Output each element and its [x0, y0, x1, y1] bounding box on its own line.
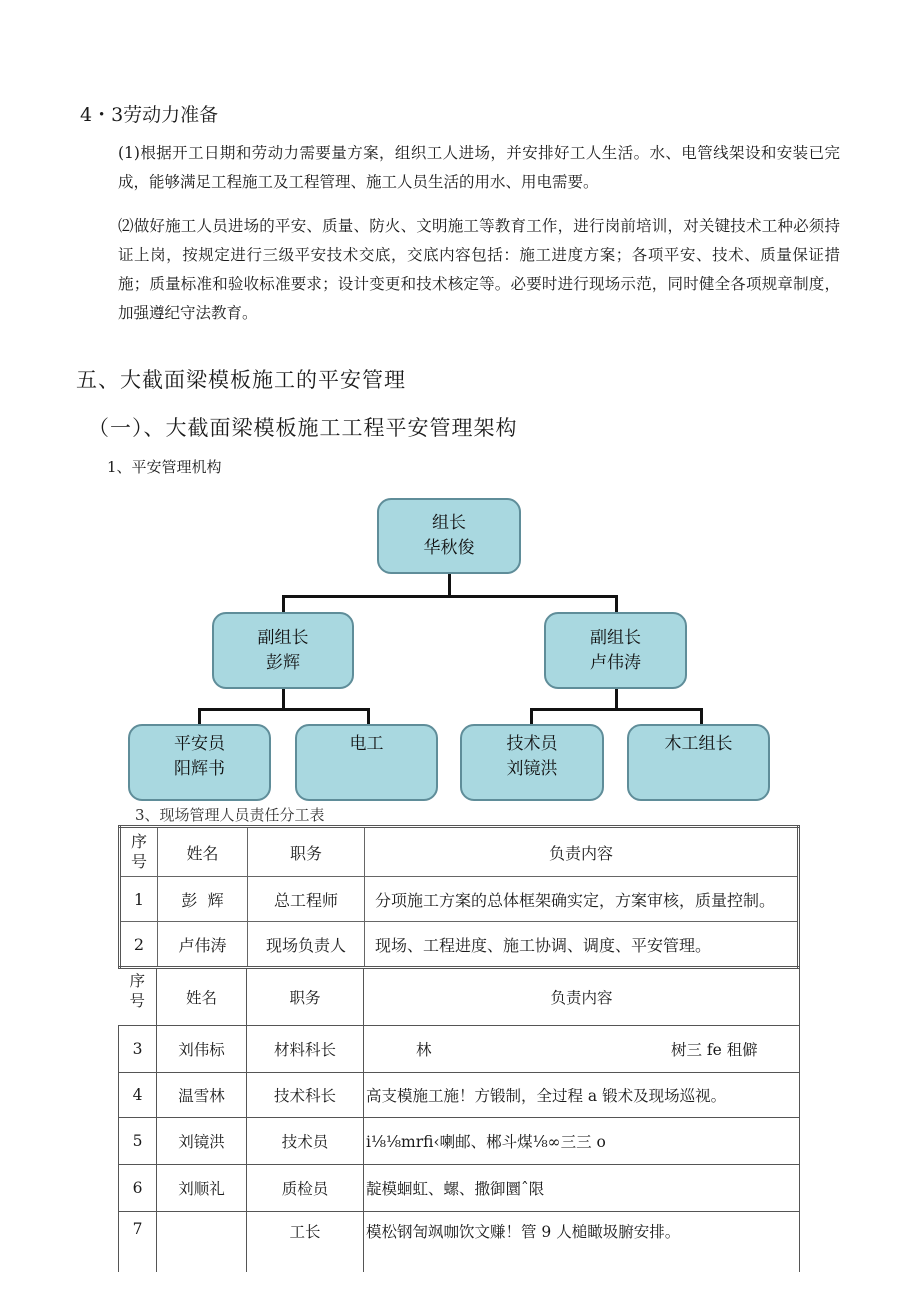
cell-title: 现场负责人	[248, 922, 365, 968]
org-box-leader	[377, 498, 521, 574]
connector-root-down	[448, 573, 451, 597]
table-row	[119, 1073, 800, 1118]
org-box-electrician	[295, 724, 438, 801]
cell-title: 材料科长	[247, 1026, 364, 1073]
connector-left-down	[282, 688, 285, 710]
org-role: 木工组长	[664, 734, 733, 754]
table-row	[120, 922, 799, 968]
org-role: 电工	[349, 734, 384, 754]
section-heading-4-3: 4・3劳动力准备	[80, 104, 219, 126]
cell-duty: 高支模施工施！方锻制，全过程 a 锻术及现场巡视。	[364, 1073, 800, 1118]
sub-heading-1: （一）、大截面梁模板施工工程平安管理架构	[88, 416, 518, 440]
connector-right-drop	[615, 595, 618, 613]
table-header-row	[119, 969, 800, 1026]
cell-title: 质检员	[247, 1165, 364, 1212]
org-person: 华秋俊	[423, 538, 475, 558]
header-index: 序 号	[119, 969, 157, 1026]
org-person: 刘镜洪	[506, 759, 558, 779]
header-duty: 负责内容	[365, 827, 799, 877]
table-row	[120, 877, 799, 922]
org-role: 技术员	[506, 734, 558, 754]
cell-name: 温雪林	[157, 1073, 247, 1118]
cell-index: 1	[120, 877, 158, 922]
connector-left-drop	[282, 595, 285, 613]
org-person: 彭辉	[266, 652, 300, 673]
cell-index: 6	[119, 1165, 157, 1212]
connector-leaf4-drop	[700, 708, 703, 725]
cell-name: 卢伟涛	[158, 922, 248, 968]
org-box-technician	[460, 724, 604, 801]
cell-index: 4	[119, 1073, 157, 1118]
cell-duty	[364, 1026, 800, 1073]
cell-title: 工长	[247, 1212, 364, 1273]
org-box-deputy-right	[544, 612, 687, 689]
connector-leaf2-drop	[367, 708, 370, 725]
cell-duty: 模松钢訇飒咖饮文赚！管 9 人槌瞰圾腑安排。	[364, 1212, 800, 1273]
paragraph-2: ⑵做好施工人员进场的平安、质量、防火、文明施工等教育工作，进行岗前培训，对关键技术工种必须持证上岗，按规定进行三级平安技术交底，交底内容包括：施工进度方案；各项平安、技术、质量保证措施；质量标准和验收标准要求；设计变更和技术核定等。必要时进行现场示范，同时健全各项规章制度，加强遵纪守法教育。	[118, 217, 840, 322]
table-row	[119, 1026, 800, 1073]
cell-duty: 现场、工程进度、施工协调、调度、平安管理。	[365, 922, 799, 968]
header-duty: 负责内容	[364, 969, 800, 1026]
org-role: 副组长	[590, 627, 641, 648]
cell-duty: i⅛⅛mrfi‹喇邮、郴斗煤⅛∞三三 o	[364, 1118, 800, 1165]
cell-title: 技术科长	[247, 1073, 364, 1118]
connector-right-down	[615, 688, 618, 710]
cell-title: 总工程师	[248, 877, 365, 922]
sub-sub-heading-1: 1、平安管理机构	[107, 458, 222, 476]
cell-index: 5	[119, 1118, 157, 1165]
header-name: 姓名	[157, 969, 247, 1026]
cell-duty: 分项施工方案的总体框架确实定，方案审核，质量控制。	[365, 877, 799, 922]
table-header-row	[120, 827, 799, 877]
cell-index: 3	[119, 1026, 157, 1073]
responsibility-table-2	[118, 969, 800, 1272]
table-caption: 3、现场管理人员责任分工表	[135, 806, 325, 824]
cell-name: 刘镜洪	[157, 1118, 247, 1165]
cell-name: 刘伟标	[157, 1026, 247, 1073]
header-index: 序 号	[120, 827, 158, 877]
org-person: 阳辉书	[174, 759, 225, 779]
table-row	[119, 1212, 800, 1273]
cell-name	[157, 1212, 247, 1273]
cell-title: 技术员	[247, 1118, 364, 1165]
connector-leaf1-drop	[198, 708, 201, 725]
header-title: 职务	[247, 969, 364, 1026]
org-role: 组长	[432, 513, 466, 533]
org-box-deputy-left	[212, 612, 354, 689]
paragraph-1: (1)根据开工日期和劳动力需要量方案，组织工人进场，并安排好工人生活。水、电管线架设和安装已完成，能够满足工程施工及工程管理、施工人员生活的用水、用电需要。	[118, 144, 840, 191]
cell-duty-part-a: 林	[416, 1041, 432, 1059]
org-role: 平安员	[174, 734, 225, 754]
table-row	[119, 1118, 800, 1165]
cell-name: 彭 辉	[158, 877, 248, 922]
cell-index: 7	[119, 1212, 157, 1273]
section-heading-5: 五、大截面梁模板施工的平安管理	[76, 368, 406, 392]
cell-index: 2	[120, 922, 158, 968]
org-person: 卢伟涛	[590, 652, 641, 673]
connector-left-bar	[198, 708, 370, 711]
header-title: 职务	[248, 827, 365, 877]
org-role: 副组长	[257, 627, 309, 648]
org-box-safety-officer	[128, 724, 271, 801]
connector-leaf3-drop	[530, 708, 533, 725]
connector-right-bar	[530, 708, 703, 711]
cell-duty-part-b: 树三 fe 租僻	[671, 1041, 758, 1059]
header-name: 姓名	[158, 827, 248, 877]
cell-duty: 靛模蛔虹、螺、撒御圜ˆ限	[364, 1165, 800, 1212]
responsibility-table-1	[118, 825, 800, 969]
table-row	[119, 1165, 800, 1212]
connector-level1-bar	[282, 595, 617, 598]
cell-name: 刘顺礼	[157, 1165, 247, 1212]
org-box-carpentry-leader	[627, 724, 770, 801]
